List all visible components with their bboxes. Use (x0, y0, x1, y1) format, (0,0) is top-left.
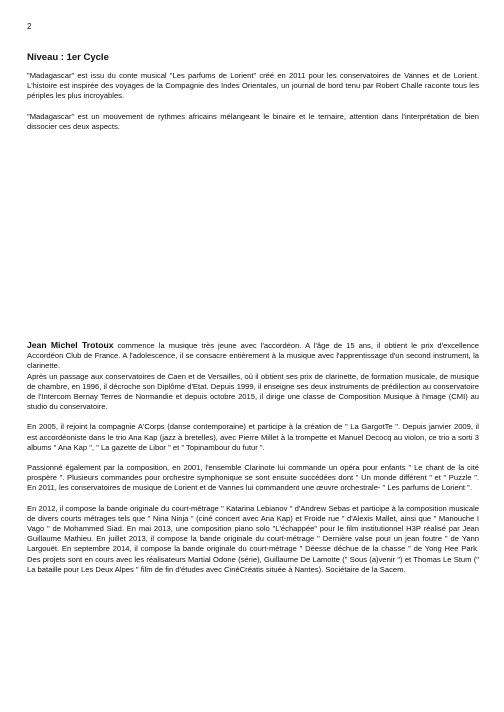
bio-paragraph-early-years (27, 340, 479, 412)
level-heading: Niveau : 1er Cycle (27, 52, 109, 63)
intro-paragraph-rhythm: "Madagascar" est un mouvement de rythmes africains mélangeant le binaire et le ternaire, attention dans l'interprétation de bien dissocier ces deux aspects. (27, 111, 479, 131)
bio-early-years-text: commence la musique très jeune avec l'accordéon. A l'âge de 15 ans, il obtient le prix d'excellence Accordéon Club de France. A l'adolescence, il se consacre entièrement à la musique avec l'apprentissage d'un second instrument, la clarinette. (27, 341, 479, 371)
bio-paragraph-composition: Passionné également par la composition, en 2001, l'ensemble Clarinote lui commande un opéra pour enfants " Le chant de la cité prospère ". Plusieurs commandes pour orchestre symphonique se sont ensuite succédées dont " Un monde différent " et " Puzzle ". En 2011, les conservatoires de musique de Lorient et de Vannes lui commandent une œuvre orchestrale- " Les parfums de Lorient ". (27, 463, 479, 493)
composer-biography (27, 340, 479, 575)
bio-studies-text: Après un passage aux conservatoires de Caen et de Versailles, où il obtient ses prix de clarinette, de formation musicale, de musique de chambre, en 1996, il décroche son Diplôme d'Etat. Depuis 1999, il enseigne ses deux instruments de prédilection au conservatoire de l'Intercom Bernay Terres de Normandie et depuis octobre 2015, il dirige une classe de Composition Musique à l'image (CMI) au studio du conservatoire. (27, 371, 479, 412)
page-number: 2 (27, 22, 32, 31)
bio-paragraph-performer: En 2005, il rejoint la compagnie A'Corps (danse contemporaine) et participe à la création de " La GargotTe ". Depuis janvier 2009, il est accordéoniste dans le trio Ana Kap (jazz à bretelles), avec Pierre Millet à la trompette et Manuel Decocq au violon, ce trio a sorti 3 albums " Ana Kap ", " La gazette de Libor " et " Topinambour du futur ". (27, 422, 479, 452)
intro-section (27, 71, 479, 132)
author-name: Jean Michel Trotoux (27, 340, 114, 350)
bio-paragraph-film-music: En 2012, il compose la bande originale du court-métrage " Katarina Lebianov " d'Andrew Sebas et participe à la composition musicale de divers courts métrages tels que " Nina Ninja " (ciné concert avec Ana Kap) et Froide rue " d'Alexis Mallet, ainsi que " Manouche I Vago " de Mohammed Siad. En mai 2013, une composition piano solo "L'échappée" pour le film institutionnel H3P réalisé par Jean Guillaume Mathieu. En juillet 2013, il compose la bande originale du court-métrage " Dernière valse pour un jean foutre " de Yann Largouët. En septembre 2014, il compose la bande originale du court-métrage " Déesse déchue de la chasse " de Yong Hee Park. Des projets sont en cours avec les réalisateurs Martial Odone (série), Guillaume De Lamotte (" Sous (a)venir ") et Thomas Le Stum (" La bataille pour Les Deux Alpes " film de fin d'études avec CinéCréatis située à Nantes). Sociétaire de la Sacem. (27, 503, 479, 574)
intro-paragraph-origin: "Madagascar" est issu du conte musical "Les parfums de Lorient" créé en 2011 pour les conservatoires de Vannes et de Lorient. L'histoire est inspirée des voyages de la Compagnie des Indes Orientales, un journal de bord tenu par Robert Challe raconte tous les périples les plus incroyables. (27, 71, 479, 101)
